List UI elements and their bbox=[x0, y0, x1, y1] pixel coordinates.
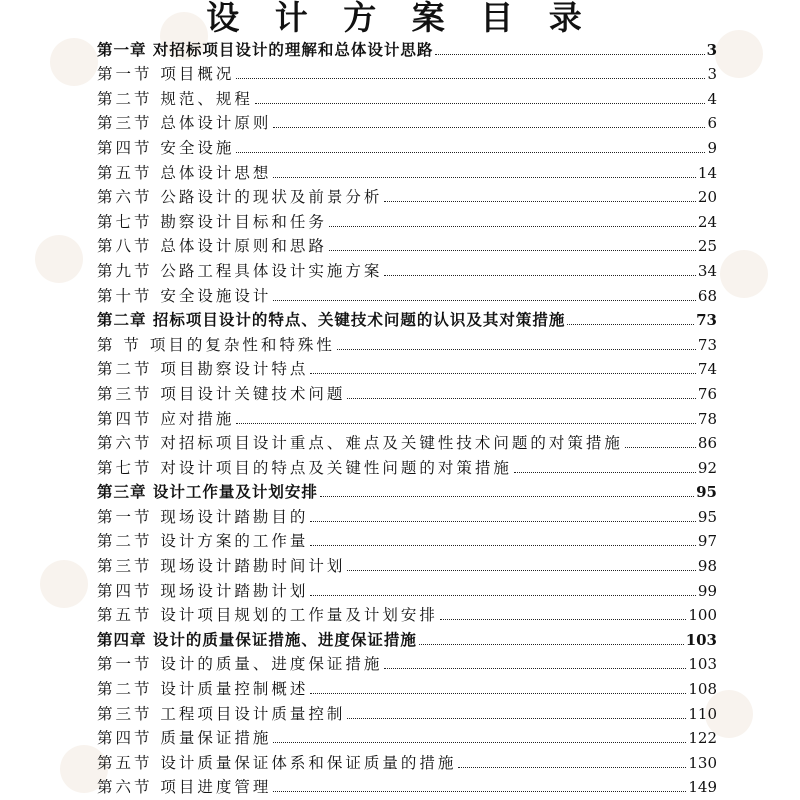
watermark-avatar-icon bbox=[35, 235, 83, 283]
toc-dot-leader bbox=[347, 717, 686, 719]
toc-dot-leader bbox=[236, 77, 705, 79]
toc-page-number: 73 bbox=[696, 311, 717, 330]
toc-section-entry[interactable] bbox=[97, 157, 717, 182]
toc-dot-leader bbox=[419, 643, 684, 645]
toc-section-entry[interactable] bbox=[97, 772, 717, 797]
toc-page-number: 97 bbox=[697, 532, 717, 551]
toc-dot-leader bbox=[310, 520, 695, 522]
toc-dot-leader bbox=[236, 151, 705, 153]
toc-page-number: 108 bbox=[688, 680, 717, 699]
toc-page-number: 103 bbox=[685, 630, 717, 649]
toc-entry-label: 第一章 对招标项目设计的理解和总体设计思路 bbox=[97, 39, 434, 59]
toc-entry-label: 第六节 项目进度管理 bbox=[97, 778, 272, 797]
toc-page-number: 130 bbox=[688, 753, 717, 772]
toc-section-entry[interactable] bbox=[97, 83, 717, 108]
toc-page-number: 78 bbox=[697, 409, 717, 428]
toc-dot-leader bbox=[440, 618, 686, 620]
toc-dot-leader bbox=[310, 692, 686, 694]
toc-section-entry[interactable] bbox=[97, 108, 717, 133]
toc-chapter-entry[interactable] bbox=[97, 477, 717, 502]
toc-entry-label: 第四节 应对措施 bbox=[97, 409, 235, 428]
toc-section-entry[interactable] bbox=[97, 206, 717, 231]
toc-dot-leader bbox=[567, 323, 694, 325]
toc-entry-label: 第九节 公路工程具体设计实施方案 bbox=[97, 261, 383, 280]
toc-page-number: 9 bbox=[707, 138, 717, 157]
toc-section-entry[interactable] bbox=[97, 575, 717, 600]
toc-entry-label: 第二章 招标项目设计的特点、关键技术问题的认识及其对策措施 bbox=[97, 310, 566, 330]
toc-entry-label: 第三节 项目设计关键技术问题 bbox=[97, 384, 346, 403]
toc-section-entry[interactable] bbox=[97, 747, 717, 772]
toc-dot-leader bbox=[337, 348, 696, 350]
toc-dot-leader bbox=[329, 249, 696, 251]
toc-page-number: 74 bbox=[697, 360, 717, 379]
toc-dot-leader bbox=[458, 766, 686, 768]
toc-entry-label: 第五节 设计质量保证体系和保证质量的措施 bbox=[97, 753, 457, 772]
toc-page-number: 110 bbox=[688, 704, 717, 723]
toc-dot-leader bbox=[273, 299, 695, 301]
watermark-avatar-icon bbox=[720, 250, 768, 298]
toc-entry-label: 第二节 设计质量控制概述 bbox=[97, 680, 309, 699]
toc-page-number: 149 bbox=[688, 778, 717, 797]
toc-page-number: 3 bbox=[706, 40, 717, 59]
toc-page-number: 20 bbox=[697, 188, 717, 207]
toc-page-number: 24 bbox=[697, 212, 717, 231]
toc-dot-leader bbox=[310, 372, 695, 374]
toc-entry-label: 第六节 公路设计的现状及前景分析 bbox=[97, 188, 383, 207]
toc-page-number: 100 bbox=[688, 606, 717, 625]
toc-dot-leader bbox=[347, 397, 695, 399]
toc-page-number: 95 bbox=[696, 483, 717, 502]
toc-section-entry[interactable] bbox=[97, 403, 717, 428]
toc-page-number: 6 bbox=[707, 114, 717, 133]
toc-entry-label: 第四章 设计的质量保证措施、进度保证措施 bbox=[97, 629, 417, 649]
toc-dot-leader bbox=[273, 126, 705, 128]
toc-entry-label: 第六节 对招标项目设计重点、难点及关键性技术问题的对策措施 bbox=[97, 434, 623, 453]
toc-entry-label: 第三节 现场设计踏勘时间计划 bbox=[97, 557, 346, 576]
toc-section-entry[interactable] bbox=[97, 501, 717, 526]
toc-entry-label: 第四节 安全设施 bbox=[97, 138, 235, 157]
toc-section-entry[interactable] bbox=[97, 182, 717, 207]
toc-page-number: 76 bbox=[697, 384, 717, 403]
toc-dot-leader bbox=[384, 667, 686, 669]
toc-section-entry[interactable] bbox=[97, 600, 717, 625]
toc-entry-label: 第五节 总体设计思想 bbox=[97, 163, 272, 182]
toc-dot-leader bbox=[273, 741, 686, 743]
toc-dot-leader bbox=[320, 495, 694, 497]
toc-section-entry[interactable] bbox=[97, 329, 717, 354]
toc-dot-leader bbox=[255, 102, 706, 104]
toc-section-entry[interactable] bbox=[97, 649, 717, 674]
toc-page-number: 98 bbox=[697, 557, 717, 576]
toc-entry-label: 第一节 现场设计踏勘目的 bbox=[97, 507, 309, 526]
toc-section-entry[interactable] bbox=[97, 255, 717, 280]
toc-page-number: 14 bbox=[697, 163, 717, 182]
toc-entry-label: 第四节 现场设计踏勘计划 bbox=[97, 581, 309, 600]
toc-entry-label: 第一节 项目概况 bbox=[97, 65, 235, 84]
toc-section-entry[interactable] bbox=[97, 550, 717, 575]
toc-entry-label: 第二节 规范、规程 bbox=[97, 89, 253, 108]
watermark-avatar-icon bbox=[50, 38, 98, 86]
toc-dot-leader bbox=[310, 594, 695, 596]
toc-dot-leader bbox=[514, 471, 696, 473]
table-of-contents bbox=[97, 34, 717, 796]
toc-page-number: 34 bbox=[697, 261, 717, 280]
toc-section-entry[interactable] bbox=[97, 280, 717, 305]
toc-entry-label: 第五节 设计项目规划的工作量及计划安排 bbox=[97, 606, 438, 625]
toc-section-entry[interactable] bbox=[97, 132, 717, 157]
toc-page-number: 3 bbox=[707, 65, 717, 84]
document-title: 设 计 方 案 目 录 bbox=[206, 0, 594, 37]
toc-section-entry[interactable] bbox=[97, 428, 717, 453]
toc-page-number: 86 bbox=[697, 434, 717, 453]
toc-dot-leader bbox=[347, 569, 695, 571]
toc-section-entry[interactable] bbox=[97, 526, 717, 551]
toc-section-entry[interactable] bbox=[97, 698, 717, 723]
toc-page-number: 4 bbox=[707, 89, 717, 108]
toc-entry-label: 第一节 设计的质量、进度保证措施 bbox=[97, 655, 383, 674]
toc-dot-leader bbox=[236, 422, 695, 424]
toc-page-number: 122 bbox=[688, 729, 717, 748]
toc-entry-label: 第七节 对设计项目的特点及关键性问题的对策措施 bbox=[97, 458, 512, 477]
toc-page-number: 103 bbox=[688, 655, 717, 674]
toc-dot-leader bbox=[310, 544, 695, 546]
toc-entry-label: 第二节 设计方案的工作量 bbox=[97, 532, 309, 551]
toc-entry-label: 第二节 项目勘察设计特点 bbox=[97, 360, 309, 379]
toc-section-entry[interactable] bbox=[97, 354, 717, 379]
toc-chapter-entry[interactable] bbox=[97, 305, 717, 330]
toc-entry-label: 第三节 总体设计原则 bbox=[97, 114, 272, 133]
toc-section-entry[interactable] bbox=[97, 452, 717, 477]
toc-entry-label: 第七节 勘察设计目标和任务 bbox=[97, 212, 327, 231]
toc-page-number: 25 bbox=[697, 237, 717, 256]
toc-entry-label: 第十节 安全设施设计 bbox=[97, 286, 272, 305]
toc-section-entry[interactable] bbox=[97, 673, 717, 698]
toc-section-entry[interactable] bbox=[97, 231, 717, 256]
toc-section-entry[interactable] bbox=[97, 378, 717, 403]
toc-section-entry[interactable] bbox=[97, 59, 717, 84]
toc-page-number: 99 bbox=[697, 581, 717, 600]
toc-entry-label: 第三节 工程项目设计质量控制 bbox=[97, 704, 346, 723]
toc-dot-leader bbox=[384, 200, 695, 202]
toc-dot-leader bbox=[384, 274, 695, 276]
toc-page-number: 68 bbox=[697, 286, 717, 305]
toc-dot-leader bbox=[273, 790, 686, 792]
toc-dot-leader bbox=[625, 446, 696, 448]
toc-dot-leader bbox=[435, 53, 704, 55]
toc-chapter-entry[interactable] bbox=[97, 34, 717, 59]
toc-section-entry[interactable] bbox=[97, 723, 717, 748]
toc-entry-label: 第四节 质量保证措施 bbox=[97, 729, 272, 748]
toc-page-number: 95 bbox=[697, 507, 717, 526]
toc-entry-label: 第八节 总体设计原则和思路 bbox=[97, 237, 327, 256]
toc-page-number: 92 bbox=[697, 458, 717, 477]
toc-page-number: 73 bbox=[697, 335, 717, 354]
toc-entry-label: 第三章 设计工作量及计划安排 bbox=[97, 482, 318, 502]
toc-chapter-entry[interactable] bbox=[97, 624, 717, 649]
toc-dot-leader bbox=[329, 225, 696, 227]
toc-dot-leader bbox=[273, 176, 695, 178]
watermark-avatar-icon bbox=[40, 560, 88, 608]
toc-entry-label: 第 节 项目的复杂性和特殊性 bbox=[97, 335, 335, 354]
